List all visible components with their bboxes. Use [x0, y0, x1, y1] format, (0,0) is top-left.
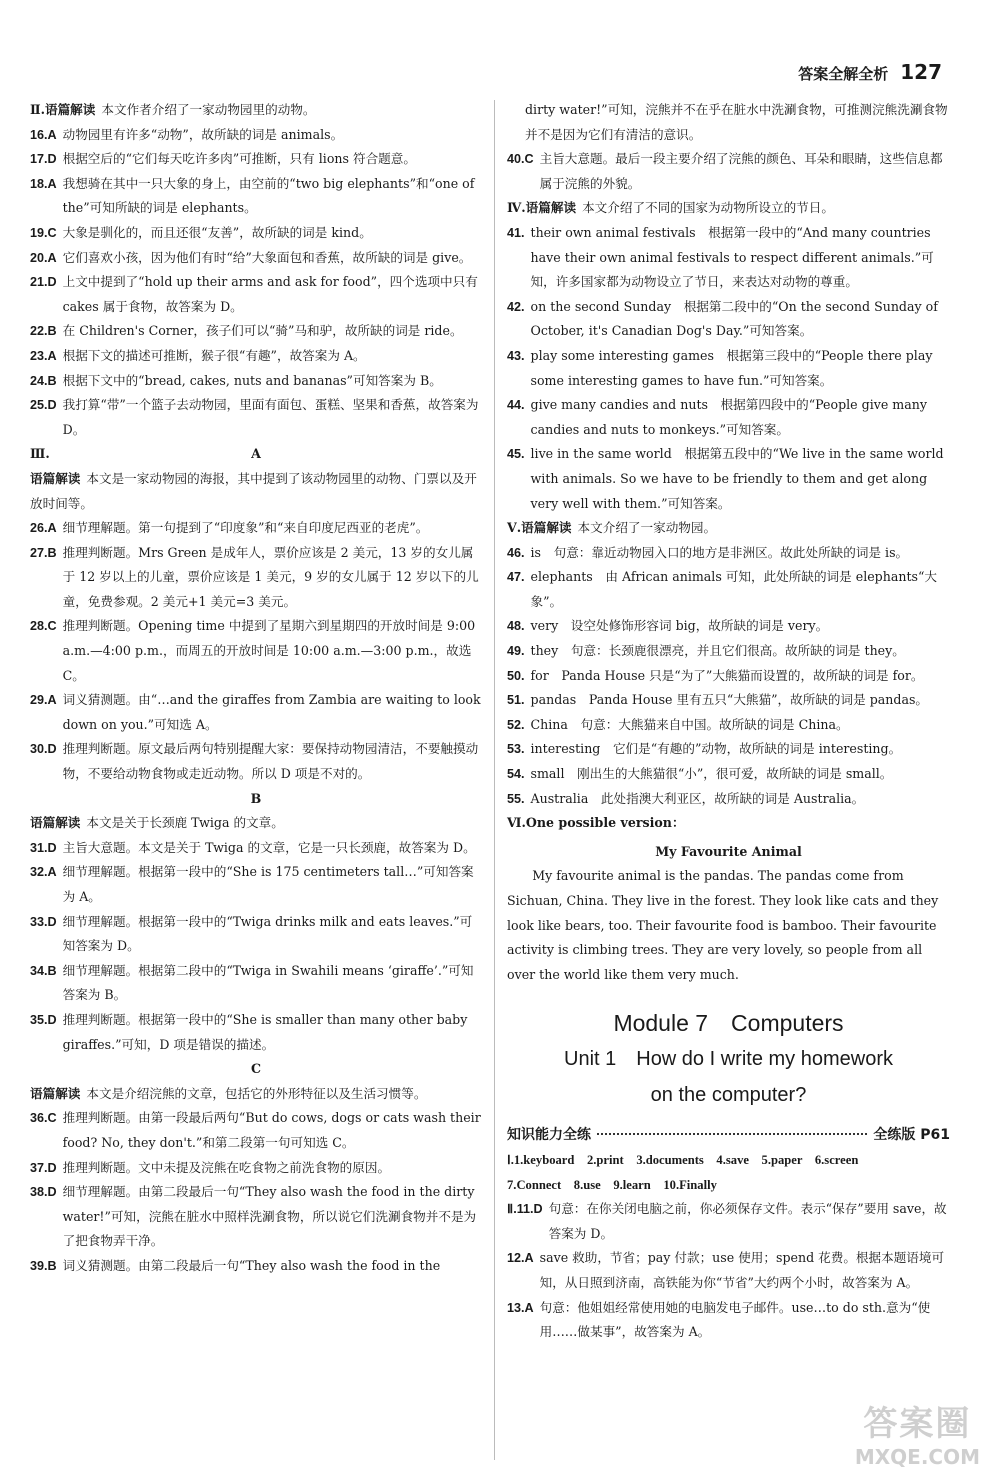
section-text: 本文作者介绍了一家动物园里的动物。: [101, 102, 316, 117]
answer-explanation: 在 Children's Corner，孩子们可以“骑”马和驴，故所缺的词是 ride。: [62, 323, 463, 339]
answer-number: 29.A: [30, 693, 57, 708]
answer-entry: [507, 147, 950, 196]
answer-row: Ⅰ.1.keyboard 2.print 3.documents 4.save 5.paper 6.screen: [507, 1152, 859, 1167]
page-header: [798, 60, 942, 84]
answer-row: 7.Connect 8.use 9.learn 10.Finally: [507, 1177, 717, 1192]
answer-explanation: China 句意：大熊猫来自中国。故所缺的词是 China。: [530, 716, 849, 732]
answer-explanation: pandas Panda House 里有五只“大熊猫”，故所缺的词是 pandas。: [530, 692, 929, 708]
answer-entry: [507, 221, 950, 295]
section-intro: [30, 98, 482, 123]
answer-entry: [30, 1008, 482, 1057]
answer-entry: [30, 541, 482, 615]
section-intro: [507, 516, 950, 541]
page-number: 127: [900, 60, 942, 84]
essay-title: My Favourite Animal: [655, 843, 802, 859]
section-title: Ⅳ.语篇解读: [507, 200, 577, 216]
answer-explanation: 细节理解题。根据第二段中的“Twiga in Swahili means ‘giraffe’.”可知答案为 B。: [62, 962, 474, 1003]
answer-number: 41.: [507, 225, 525, 240]
answer-explanation: 我想骑在其中一只大象的身上，由空前的“two big elephants”和“one of the”可知所缺的词是 elephants。: [62, 175, 475, 216]
section-intro: [30, 467, 482, 516]
answer-entry: [30, 959, 482, 1008]
section-title: 语篇解读: [30, 815, 81, 831]
answer-explanation: 大象是驯化的，而且还很“友善”，故所缺的词是 kind。: [62, 224, 372, 240]
section-roman: Ⅲ.: [30, 446, 50, 462]
answer-number: 55.: [507, 791, 525, 806]
answer-number: 52.: [507, 717, 525, 732]
answer-entry: [507, 541, 950, 566]
answer-number: 51.: [507, 693, 525, 708]
section-title: 语篇解读: [30, 470, 81, 486]
answer-number: 21.D: [30, 275, 57, 290]
answer-entry: [30, 147, 482, 172]
answer-entry: [507, 565, 950, 614]
answer-number: 44.: [507, 398, 525, 413]
answer-explanation: 细节理解题。根据第一段中的“Twiga drinks milk and eats leaves.”可知答案为 D。: [62, 913, 473, 954]
answer-number: 36.C: [30, 1111, 57, 1126]
answer-number: 24.B: [30, 373, 57, 388]
answer-number: Ⅱ.11.D: [507, 1202, 543, 1217]
answer-explanation: live in the same world 根据第五段中的“We live in the same world with animals. So we have to be friendly to them and get along very well with them.”可知答案。: [530, 446, 944, 511]
answer-explanation: 根据下文的描述可推断，猴子很“有趣”，故答案为 A。: [62, 347, 366, 363]
answer-entry: [507, 737, 950, 762]
right-column-answers: [507, 98, 950, 987]
answer-explanation: 主旨大意题。最后一段主要介绍了浣熊的颜色、耳朵和眼睛，这些信息都属于浣熊的外貌。: [539, 151, 943, 191]
answer-entry: [30, 393, 482, 442]
unit-title-line1: Unit 1 How do I write my homework: [564, 1048, 893, 1071]
answer-explanation: interesting 它们是“有趣的”动物，故所缺的词是 interesting。: [530, 741, 902, 757]
answer-number: 37.D: [30, 1160, 57, 1175]
answer-number: 22.B: [30, 324, 57, 339]
answer-explanation: 根据下文中的“bread, cakes, nuts and bananas”可知答案为 B。: [62, 372, 442, 388]
answer-number: 12.A: [507, 1251, 534, 1266]
answer-explanation: 推理判断题。Mrs Green 是成年人，票价应该是 2 美元，13 岁的女儿属于 12 岁以上的儿童，票价应该是 1 美元，9 岁的女儿属于 12 岁以下的儿童，免费参观。2 美元+1 美元=3 美元。: [62, 544, 479, 609]
answer-entry: [30, 1106, 482, 1155]
answer-entry: [30, 688, 482, 737]
answer-entry: [507, 442, 950, 516]
answer-explanation: they 句意：长颈鹿很漂亮，并且它们很高。故所缺的词是 they。: [530, 643, 905, 659]
answer-explanation: 句意：他姐姐经常使用她的电脑发电子邮件。use…to do sth.意为“使用……做某事”，故答案为 A。: [539, 1299, 931, 1340]
answer-number: 28.C: [30, 619, 57, 634]
answer-entry: [507, 639, 950, 664]
answer-number: 19.C: [30, 225, 57, 240]
answer-explanation: elephants 由 African animals 可知，此处所缺的词是 elephants“大象”。: [530, 569, 938, 609]
answer-explanation: for Panda House 只是“为了”大熊猫而设置的，故所缺的词是 for。: [530, 667, 924, 683]
answer-explanation: 推理判断题。由第一段最后两句“But do cows, dogs or cats wash their food? No, they don't.”和第二段第一句可知选 C。: [62, 1110, 481, 1150]
section-text: 本文介绍了不同的国家为动物所设立的节日。: [582, 200, 834, 216]
answer-explanation: 我打算“带”一个篮子去动物园，里面有面包、蛋糕、坚果和香蕉，故答案为 D。: [62, 397, 479, 437]
answer-entry: [30, 1254, 482, 1279]
answer-number: 23.A: [30, 348, 57, 363]
answer-entry: [30, 172, 482, 221]
watermark-logo: [855, 1396, 980, 1469]
answer-number: 30.D: [30, 742, 57, 757]
answer-entry: [30, 1180, 482, 1254]
answer-number: 54.: [507, 767, 525, 782]
section-split-heading: [30, 442, 482, 467]
unit-answers: [507, 1148, 950, 1345]
answer-number: 47.: [507, 570, 525, 585]
watermark-url: MXQE.COM: [854, 1445, 980, 1469]
passage-letter: A: [251, 446, 261, 462]
section-title: 语篇解读: [30, 1085, 81, 1101]
answer-explanation: is 句意：靠近动物园入口的地方是非洲区。故此处所缺的词是 is。: [530, 544, 909, 560]
section-intro: [30, 811, 482, 836]
answer-number: 32.A: [30, 865, 57, 880]
right-column: [507, 98, 950, 1345]
dotted-leader: [597, 1133, 867, 1135]
column-divider: [494, 100, 495, 1460]
answer-explanation: give many candies and nuts 根据第四段中的“People give many candies and nuts to monkeys.”可知答案。: [530, 397, 927, 437]
answer-entry: [30, 369, 482, 394]
answer-explanation: 动物园里有许多“动物”，故所缺的词是 animals。: [62, 126, 344, 142]
answer-entry: [30, 737, 482, 786]
passage-letter: B: [250, 790, 262, 806]
answer-explanation: very 设空处修饰形容词 big，故所缺的词是 very。: [530, 618, 829, 634]
answer-entry: [507, 688, 950, 713]
answer-explanation: 推理判断题。Opening time 中提到了星期六到星期四的开放时间是 9:00 a.m.—4:00 p.m.，而周五的开放时间是 10:00 a.m.—3:00 p.m.，故选 C。: [62, 618, 476, 683]
drill-heading: [507, 1123, 950, 1148]
answer-number: 17.D: [30, 152, 57, 167]
answer-number: 31.D: [30, 840, 57, 855]
answer-entry: [507, 762, 950, 787]
answer-number: 35.D: [30, 1012, 57, 1027]
watermark-text: 答案圈: [863, 1404, 972, 1444]
essay-paragraph: My favourite animal is the pandas. The pandas come from Sichuan, China. They live in the forest. They look like cats and they look like bears, too. Their favourite food is bamboo. Their favourite activity is climbing trees. They are very lovely, so people from all over the world like them very much.: [507, 868, 939, 982]
section-intro: [30, 1082, 482, 1107]
answer-entry: [30, 836, 482, 861]
answer-number: 42.: [507, 299, 525, 314]
answer-number: 34.B: [30, 963, 57, 978]
answer-explanation: 词义猜测题。由第二段最后一句“They also wash the food in the: [62, 1257, 441, 1273]
answer-entry: [30, 614, 482, 688]
answer-entry: [507, 344, 950, 393]
answer-explanation: 细节理解题。由第二段最后一句“They also wash the food in the dirty water!”可知，浣熊在脏水中照样洗涮食物，所以说它们洗涮食物并不是为了把食物弄干净。: [62, 1184, 477, 1249]
answer-entry: [30, 221, 482, 246]
answer-explanation: 词义猜测题。由“…and the giraffes from Zambia are waiting to look down on you.”可知选 A。: [62, 692, 481, 732]
answer-entry: [30, 123, 482, 148]
answer-entry: [507, 1246, 950, 1295]
answer-explanation: their own animal festivals 根据第一段中的“And many countries have their own animal festivals to respect different animals.”可知，许多国家都为动物设立了节日，来表达对动物的尊重。: [530, 224, 934, 290]
answer-entry: [30, 516, 482, 541]
answer-explanation: 细节理解题。根据第一段中的“She is 175 centimeters tall…”可知答案为 A。: [62, 864, 474, 904]
answer-entry: [507, 393, 950, 442]
answer-number: 26.A: [30, 521, 57, 536]
answer-entry: [30, 344, 482, 369]
left-column: [30, 98, 482, 1279]
module-heading: [507, 1005, 950, 1113]
answer-explanation: 推理判断题。根据第一段中的“She is smaller than many other baby giraffes.”可知，D 项是错误的描述。: [62, 1011, 468, 1052]
answer-explanation: 它们喜欢小孩，因为他们有时“给”大象面包和香蕉，故所缺的词是 give。: [62, 249, 472, 265]
answer-number: 18.A: [30, 176, 57, 191]
answer-continuation: dirty water!”可知，浣熊并不在乎在脏水中洗涮食物，可推测浣熊洗涮食物并不是因为它们有清洁的意识。: [525, 102, 948, 142]
answer-explanation: 根据空后的“它们每天吃许多肉”可推断，只有 lions 符合题意。: [62, 151, 416, 167]
answer-explanation: 主旨大意题。本文是关于 Twiga 的文章，它是一只长颈鹿，故答案为 D。: [62, 839, 476, 855]
answer-entry: [507, 295, 950, 344]
answer-explanation: 推理判断题。文中未提及浣熊在吃食物之前洗食物的原因。: [62, 1159, 391, 1175]
header-label: 答案全解全析: [798, 65, 889, 83]
passage-letter: C: [250, 1061, 262, 1077]
answer-number: 46.: [507, 545, 525, 560]
drill-ref: 全练版 P61: [873, 1127, 950, 1144]
answer-explanation: save 救助，节省；pay 付款；use 使用；spend 花费。根据本题语境可知，从日照到济南，高铁能为你“节省”大约两个小时，故答案为 A。: [539, 1250, 945, 1290]
answer-entry: [507, 1296, 950, 1345]
section-text: 本文介绍了一家动物园。: [577, 520, 717, 536]
answer-number: 16.A: [30, 127, 57, 142]
answer-entry: [507, 713, 950, 738]
answer-number: 39.B: [30, 1258, 57, 1273]
answer-entry: [507, 1197, 950, 1246]
answer-explanation: play some interesting games 根据第三段中的“People there play some interesting games to have fun.”可知答案。: [530, 347, 933, 388]
answer-number: 20.A: [30, 250, 57, 265]
answer-explanation: Australia 此处指澳大利亚区，故所缺的词是 Australia。: [530, 790, 865, 806]
answer-number: 45.: [507, 447, 525, 462]
drill-label: 知识能力全练: [507, 1127, 591, 1144]
answer-number: 49.: [507, 644, 525, 659]
section-intro: [507, 196, 950, 221]
answer-entry: [30, 270, 482, 319]
answer-number: 40.C: [507, 152, 534, 167]
section-text: 本文是关于长颈鹿 Twiga 的文章。: [86, 815, 284, 831]
answer-number: 25.D: [30, 398, 57, 413]
unit-title-line2: on the computer?: [650, 1084, 807, 1107]
module-title: Module 7 Computers: [613, 1010, 844, 1037]
answer-explanation: 上文中提到了“hold up their arms and ask for food”，四个选项中只有 cakes 属于食物，故答案为 D。: [62, 274, 478, 314]
answer-number: 53.: [507, 742, 525, 757]
section-title: Ⅴ.语篇解读: [507, 520, 572, 536]
answer-number: 50.: [507, 668, 525, 683]
answer-number: 13.A: [507, 1300, 534, 1315]
answer-number: 38.D: [30, 1185, 57, 1200]
section-text: 本文是一家动物园的海报，其中提到了该动物园里的动物、门票以及开放时间等。: [30, 470, 477, 511]
answer-number: 27.B: [30, 545, 57, 560]
answer-entry: [507, 787, 950, 812]
answer-entry: [30, 246, 482, 271]
writing-heading: Ⅵ.One possible version：: [507, 815, 685, 831]
answer-explanation: 推理判断题。原文最后两句特别提醒大家：要保持动物园清洁，不要触摸动物，不要给动物食物或走近动物。所以 D 项是不对的。: [62, 741, 479, 782]
answer-number: 33.D: [30, 914, 57, 929]
answer-entry: [30, 1156, 482, 1181]
answer-entry: [30, 319, 482, 344]
answer-explanation: 句意：在你关闭电脑之前，你必须保存文件。表示“保存”要用 save，故答案为 D。: [548, 1201, 947, 1241]
answer-entry: [30, 910, 482, 959]
section-text: 本文是介绍浣熊的文章，包括它的外形特征以及生活习惯等。: [86, 1085, 427, 1101]
answer-number: 48.: [507, 619, 525, 634]
answer-explanation: 细节理解题。第一句提到了“印度象”和“来自印度尼西亚的老虎”。: [62, 520, 429, 536]
answer-entry: [30, 860, 482, 909]
answer-number: 43.: [507, 348, 525, 363]
section-title: Ⅱ.语篇解读: [30, 102, 96, 117]
answer-explanation: on the second Sunday 根据第二段中的“On the second Sunday of October, it's Canadian Dog's Day.”可知答案。: [530, 298, 938, 339]
answer-entry: [507, 614, 950, 639]
answer-explanation: small 刚出生的大熊猫很“小”，很可爱，故所缺的词是 small。: [530, 766, 893, 782]
answer-entry: [507, 664, 950, 689]
